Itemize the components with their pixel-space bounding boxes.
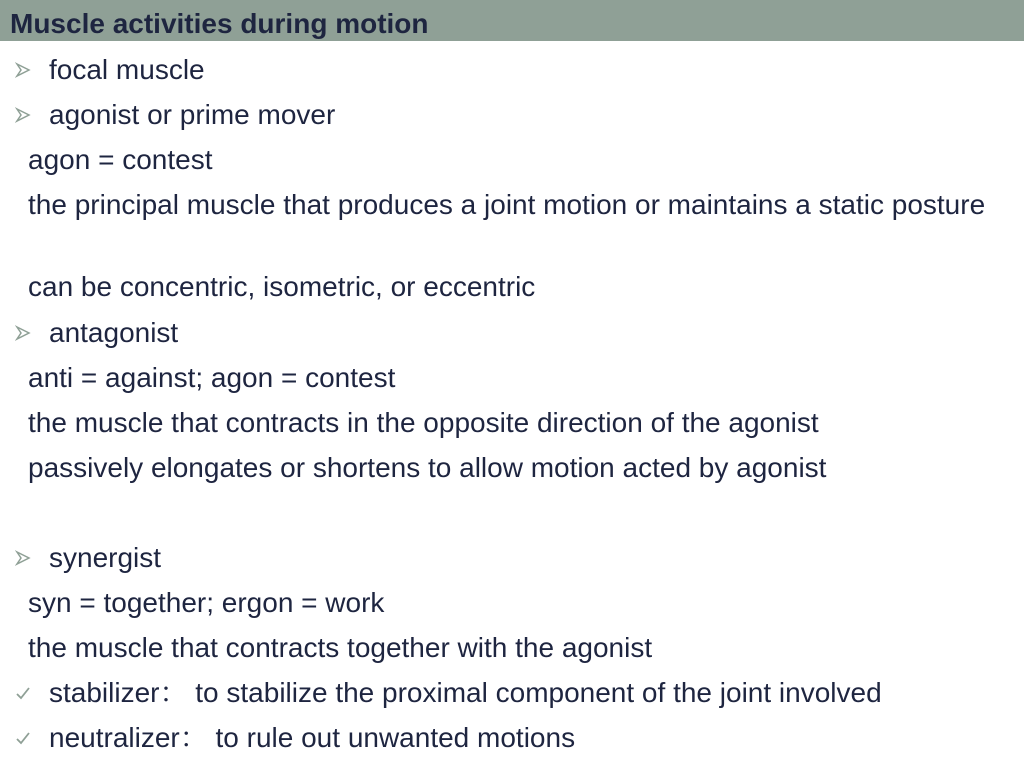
bullet-item: stabilizer： to stabilize the proximal component of the joint involved [49, 677, 882, 708]
arrow-bullet-icon [12, 317, 34, 349]
bullet-item: focal muscle [49, 54, 205, 85]
detail-line: passively elongates or shortens to allow motion acted by agonist [28, 452, 827, 483]
checkmark-bullet-icon [12, 677, 34, 709]
detail-line: the muscle that contracts together with the agonist [28, 632, 653, 663]
detail-line: can be concentric, isometric, or eccentric [28, 271, 536, 302]
title-bar [0, 0, 1024, 41]
arrow-bullet-icon [12, 99, 34, 131]
bullet-item: synergist [49, 542, 162, 573]
checkmark-bullet-icon [12, 722, 34, 754]
detail-line: the muscle that contracts in the opposite direction of the agonist [28, 407, 819, 438]
bullet-item: antagonist [49, 317, 179, 348]
slide-title: Muscle activities during motion [10, 8, 429, 39]
arrow-bullet-icon [12, 542, 34, 574]
detail-line: the principal muscle that produces a joint motion or maintains a static posture [28, 189, 986, 220]
arrow-bullet-icon [12, 54, 34, 86]
detail-line: syn = together; ergon = work [28, 587, 385, 618]
detail-line: agon = contest [28, 144, 213, 175]
bullet-item: agonist or prime mover [49, 99, 336, 130]
bullet-item: neutralizer： to rule out unwanted motions [49, 722, 576, 753]
detail-line: anti = against; agon = contest [28, 362, 396, 393]
